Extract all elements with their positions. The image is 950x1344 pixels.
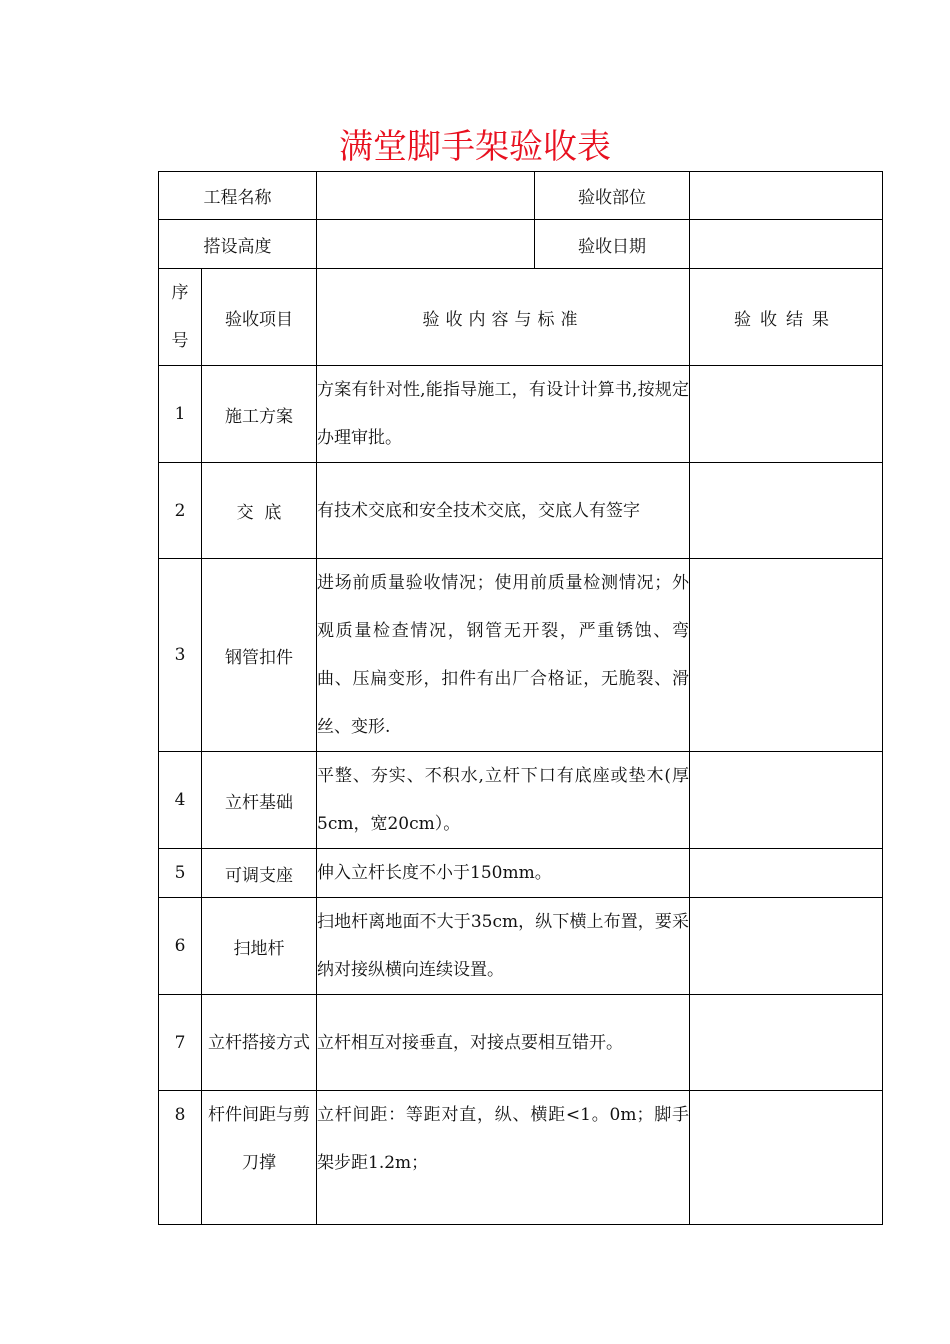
- row-seq: 5: [159, 849, 202, 898]
- result-header: 验收结果: [690, 269, 883, 366]
- table-row: [159, 559, 883, 752]
- location-label: 验收部位: [535, 172, 690, 220]
- row-content: 立杆间距：等距对直，纵、横距<1。0m；脚手架步距1.2m；: [317, 1091, 690, 1225]
- acceptance-table: [158, 171, 883, 1225]
- row-seq: 4: [159, 752, 202, 849]
- row-item: 扫地杆: [202, 898, 317, 995]
- table-row: [159, 463, 883, 559]
- project-name-label: 工程名称: [159, 172, 317, 220]
- table-row: [159, 898, 883, 995]
- row-seq: 2: [159, 463, 202, 559]
- row-result[interactable]: [690, 752, 883, 849]
- row-content: 立杆相互对接垂直，对接点要相互错开。: [317, 995, 690, 1091]
- row-result[interactable]: [690, 559, 883, 752]
- height-label: 搭设高度: [159, 220, 317, 269]
- row-item: 钢管扣件: [202, 559, 317, 752]
- row-result[interactable]: [690, 463, 883, 559]
- table-row: [159, 752, 883, 849]
- seq-header: 序号: [159, 269, 202, 366]
- table-row: [159, 1091, 883, 1225]
- row-content: 平整、夯实、不积水,立杆下口有底座或垫木(厚5cm，宽20cm）。: [317, 752, 690, 849]
- row-seq: 1: [159, 366, 202, 463]
- row-content: 伸入立杆长度不小于150mm。: [317, 849, 690, 898]
- content-header: 验收内容与标准: [317, 269, 690, 366]
- row-item: 立杆基础: [202, 752, 317, 849]
- date-label: 验收日期: [535, 220, 690, 269]
- row-item: 杆件间距与剪刀撑: [202, 1091, 317, 1225]
- row-seq: 8: [159, 1091, 202, 1225]
- height-value[interactable]: [317, 220, 535, 269]
- info-row-1: [159, 172, 883, 220]
- row-seq: 7: [159, 995, 202, 1091]
- header-row: [159, 269, 883, 366]
- page-title: 满堂脚手架验收表: [339, 127, 611, 167]
- row-seq: 3: [159, 559, 202, 752]
- row-content: 有技术交底和安全技术交底，交底人有签字: [317, 463, 690, 559]
- row-content: 方案有针对性,能指导施工，有设计计算书,按规定办理审批。: [317, 366, 690, 463]
- row-item: 交 底: [202, 463, 317, 559]
- project-name-value[interactable]: [317, 172, 535, 220]
- row-item: 可调支座: [202, 849, 317, 898]
- row-result[interactable]: [690, 366, 883, 463]
- date-value[interactable]: [690, 220, 883, 269]
- row-result[interactable]: [690, 1091, 883, 1225]
- row-item: 立杆搭接方式: [202, 995, 317, 1091]
- row-item: 施工方案: [202, 366, 317, 463]
- table-row: [159, 366, 883, 463]
- info-row-2: [159, 220, 883, 269]
- item-header: 验收项目: [202, 269, 317, 366]
- row-content: 扫地杆离地面不大于35cm，纵下横上布置，要采纳对接纵横向连续设置。: [317, 898, 690, 995]
- row-result[interactable]: [690, 995, 883, 1091]
- location-value[interactable]: [690, 172, 883, 220]
- row-content: 进场前质量验收情况；使用前质量检测情况；外观质量检查情况，钢管无开裂，严重锈蚀、弯曲、压扁变形，扣件有出厂合格证，无脆裂、滑丝、变形.: [317, 559, 690, 752]
- row-result[interactable]: [690, 898, 883, 995]
- row-result[interactable]: [690, 849, 883, 898]
- row-seq: 6: [159, 898, 202, 995]
- table-row: [159, 995, 883, 1091]
- table-row: [159, 849, 883, 898]
